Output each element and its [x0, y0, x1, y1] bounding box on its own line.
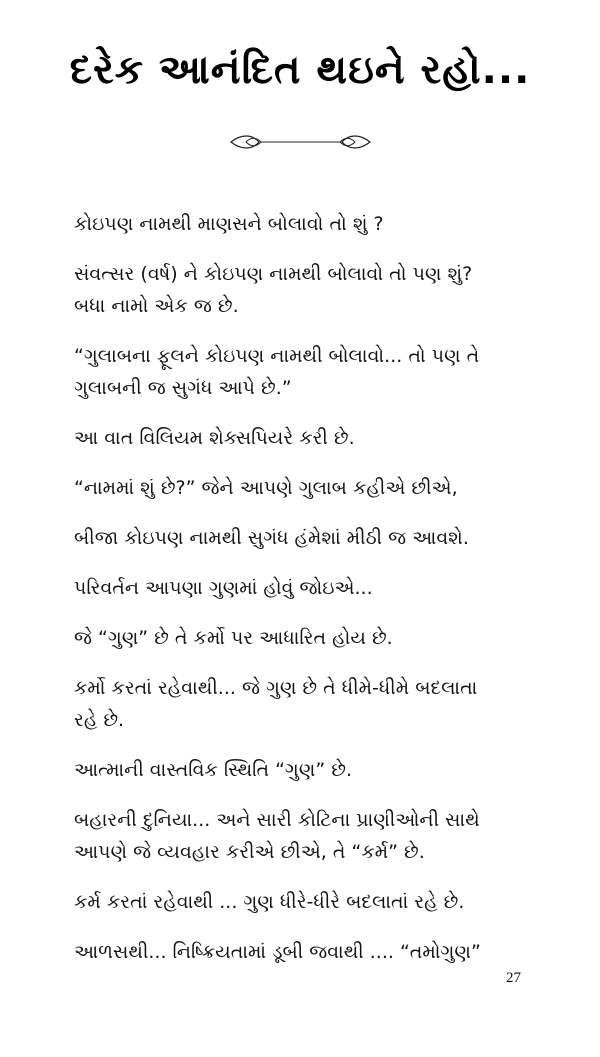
text-line: આળસથી... નિષ્ક્રિયતામાં ડૂબી જવાથી .... “તમોગુણ” [74, 941, 481, 963]
text-line: કર્મ કરતાં રહેવાથી ... ગુણ ધીરે-ધીરે બદલાતાં રહે છે. [74, 891, 465, 913]
paragraph [74, 672, 544, 736]
text-line: બીજા કોઇપણ નામથી સુગંધ હંમેશાં મીઠી જ આવશે. [74, 527, 469, 549]
paragraph [74, 754, 544, 786]
page-title: દરેક આનંદિત થઇને રહો... [69, 47, 531, 93]
paragraph [74, 340, 544, 404]
ornament-divider-icon [228, 130, 373, 154]
paragraph [74, 472, 544, 504]
text-body [74, 208, 544, 986]
text-line: સંવત્સર (વર્ષ) ને કોઇપણ નામથી બોલાવો તો પણ શું? [74, 263, 473, 285]
text-line: પરિવર્તન આપણા ગુણમાં હોવું જોઇએ... [74, 577, 373, 599]
text-line: બધા નામો એક જ છે. [74, 295, 239, 317]
text-line: “ગુલાબના ફૂલને કોઇપણ નામથી બોલાવો... તો પણ તે [74, 345, 480, 367]
text-line: “નામમાં શું છે?” જેને આપણે ગુલાબ કહીએ છીએ, [74, 477, 458, 499]
paragraph [74, 622, 544, 654]
paragraph [74, 258, 544, 322]
paragraph [74, 208, 544, 240]
text-line: આત્માની વાસ્તવિક સ્થિતિ “ગુણ” છે. [74, 759, 352, 781]
paragraph [74, 886, 544, 918]
text-line: આ વાત વિલિયમ શેક્સપિયરે કરી છે. [74, 427, 355, 449]
text-line: રહે છે. [74, 709, 125, 731]
paragraph [74, 422, 544, 454]
paragraph [74, 572, 544, 604]
paragraph [74, 936, 544, 968]
paragraph [74, 804, 544, 868]
text-line: કર્મો કરતાં રહેવાથી... જે ગુણ છે તે ધીમે-ધીમે બદલાતા [74, 677, 478, 699]
page-number: 27 [506, 970, 521, 986]
paragraph [74, 522, 544, 554]
text-line: જે “ગુણ” છે તે કર્મો પર આધારિત હોય છે. [74, 627, 393, 649]
text-line: કોઇપણ નામથી માણસને બોલાવો તો શું ? [74, 213, 384, 235]
text-line: બહારની દુનિયા... અને સારી કોટિના પ્રાણીઓની સાથે [74, 809, 480, 831]
text-line: આપણે જે વ્યવહાર કરીએ છીએ, તે “કર્મ” છે. [74, 841, 425, 863]
text-line: ગુલાબની જ સુગંધ આપે છે.” [74, 377, 292, 399]
